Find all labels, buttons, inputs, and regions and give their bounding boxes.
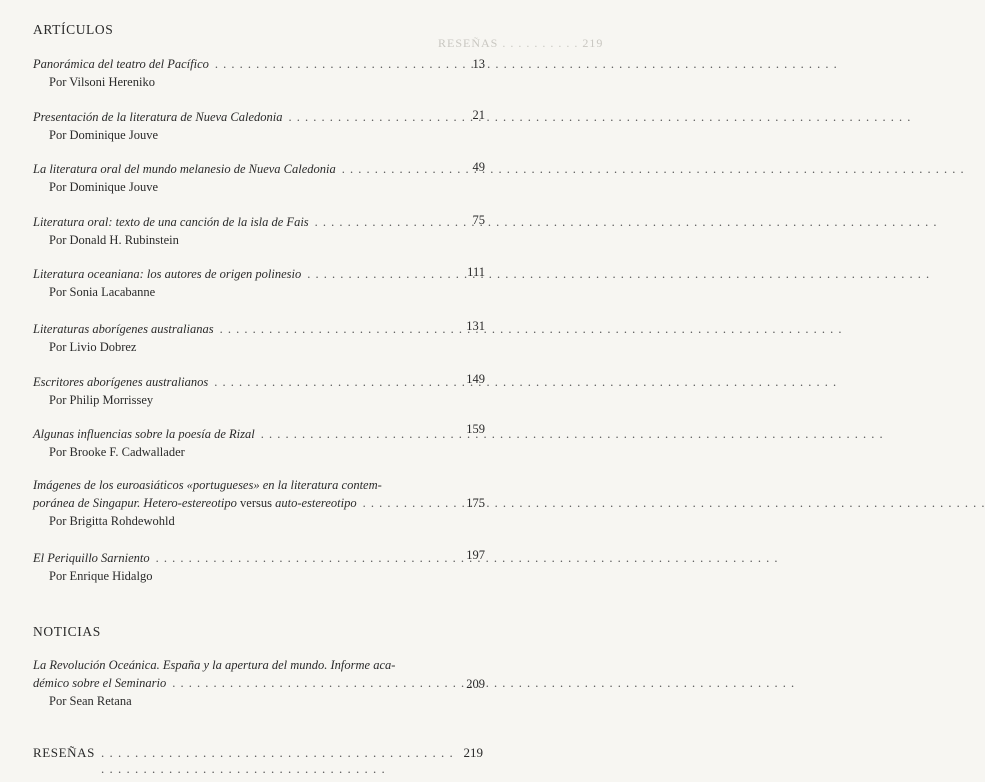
dot-leader <box>220 320 843 338</box>
entry-page: 159 <box>466 422 485 436</box>
dot-leader <box>214 373 837 391</box>
entry-page: 49 <box>472 160 485 174</box>
entry-author: Por Donald H. Rubinstein <box>49 233 179 247</box>
entry-author: Por Sean Retana <box>49 694 132 708</box>
section-heading-resenas: RESEÑAS <box>33 745 95 760</box>
entry-author: Por Philip Morrissey <box>49 393 154 407</box>
toc-entry[interactable] <box>33 549 483 585</box>
toc-entry-resenas[interactable] <box>33 745 483 777</box>
entry-author: Por Brigitta Rohdewohld <box>49 514 175 528</box>
toc-entry[interactable] <box>33 373 483 409</box>
entry-page: 111 <box>467 265 485 279</box>
dot-leader <box>315 213 938 231</box>
entry-title: Panorámica del teatro del Pacífico <box>33 57 209 71</box>
entry-page: 209 <box>466 677 485 691</box>
section-heading-noticias: NOTICIAS <box>33 624 101 639</box>
entry-author: Por Livio Dobrez <box>49 340 137 354</box>
section-heading-articulos: ARTÍCULOS <box>33 22 114 37</box>
entry-page: 175 <box>466 496 485 510</box>
entry-author: Por Dominique Jouve <box>49 128 159 142</box>
entry-title-line: La Revolución Oceánica. España y la apertura del mundo. Informe aca- <box>33 658 396 672</box>
entry-author: Por Dominique Jouve <box>49 180 159 194</box>
entry-page: 13 <box>472 57 485 71</box>
toc-entry[interactable] <box>33 476 483 530</box>
toc-entry[interactable] <box>33 108 483 144</box>
entry-title: Literaturas aborígenes australianas <box>33 322 214 336</box>
entry-title: La literatura oral del mundo melanesio de Nueva Caledonia <box>33 162 336 176</box>
entry-title: Presentación de la literatura de Nueva Caledonia <box>33 110 283 124</box>
toc-entry[interactable] <box>33 160 483 196</box>
entry-author: Por Enrique Hidalgo <box>49 569 153 583</box>
entry-title: El Periquillo Sarniento <box>33 551 150 565</box>
entry-page: 149 <box>466 372 485 386</box>
entry-title-line: poránea de Singapur. Hetero-estereotipo <box>33 496 237 510</box>
dot-leader <box>289 108 912 126</box>
entry-title-line: démico sobre el Seminario <box>33 676 167 690</box>
entry-page: 219 <box>463 745 483 760</box>
toc-entry[interactable] <box>33 320 483 356</box>
dot-leader <box>342 160 965 178</box>
entry-author: Por Vilsoni Hereniko <box>49 75 155 89</box>
toc-entry[interactable] <box>33 213 483 249</box>
entry-page: 131 <box>466 319 485 333</box>
dot-leader <box>101 745 460 777</box>
entry-page: 21 <box>472 108 485 122</box>
entry-title: Literatura oral: texto de una canción de la isla de Fais <box>33 215 309 229</box>
entry-title-line: auto-estereotipo <box>275 496 357 510</box>
show-through-text: RESEÑAS . . . . . . . . . . 219 <box>438 36 604 50</box>
entry-author: Por Brooke F. Cadwallader <box>49 445 185 459</box>
toc-entry[interactable] <box>33 55 483 91</box>
toc-entry[interactable] <box>33 422 485 461</box>
dot-leader <box>215 55 838 73</box>
entry-title: Algunas influencias sobre la poesía de Rizal <box>33 427 255 441</box>
entry-page: 197 <box>466 548 485 562</box>
entry-title-versus: versus <box>240 496 272 510</box>
dot-leader <box>307 265 930 283</box>
dot-leader <box>261 425 884 443</box>
toc-entry[interactable] <box>33 656 483 710</box>
dot-leader <box>363 494 985 512</box>
entry-author: Por Sonia Lacabanne <box>49 285 156 299</box>
toc-entry[interactable] <box>33 265 483 301</box>
entry-title-line: Imágenes de los euroasiáticos «portugueses» en la literatura contem- <box>33 478 382 492</box>
entry-title: Escritores aborígenes australianos <box>33 375 209 389</box>
entry-title: Literatura oceaniana: los autores de origen polinesio <box>33 267 302 281</box>
entry-page: 75 <box>472 213 485 227</box>
